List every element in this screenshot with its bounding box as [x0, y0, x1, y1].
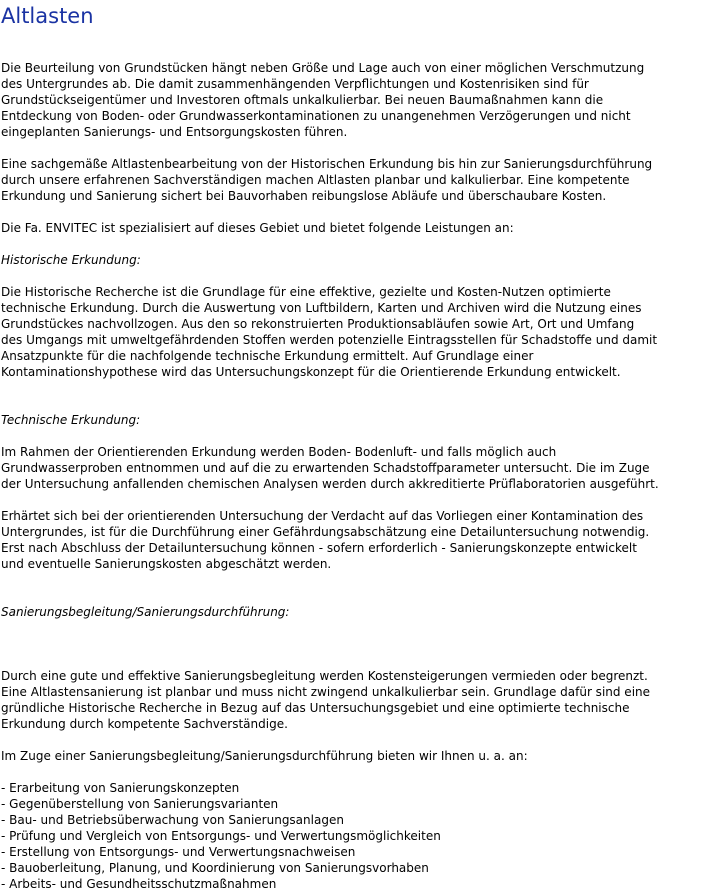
text-line: durch unsere erfahrenen Sachverständigen machen Altlasten planbar und kalkulierbar. Eine kompetente — [1, 173, 630, 187]
historische-paragraph — [1, 284, 716, 380]
text-line: Die Beurteilung von Grundstücken hängt neben Größe und Lage auch von einer möglichen Verschmutzung — [1, 61, 645, 75]
text-line: Erkundung und Sanierung sichert bei Bauvorhaben reibungslose Abläufe und überschaubare Kosten. — [1, 189, 607, 203]
text-line: Kontaminationshypothese wird das Untersuchungskonzept für die Orientierende Erkundung entwickelt. — [1, 365, 621, 379]
text-line: des Untergrundes ab. Die damit zusammenhängenden Verpflichtungen und Kostenrisiken sind für — [1, 77, 589, 91]
spacer — [1, 380, 716, 412]
sanierung-paragraph-2: Im Zuge einer Sanierungsbegleitung/Sanierungsdurchführung bieten wir Ihnen u. a. an: — [1, 749, 528, 763]
text-line: Entdeckung von Boden- oder Grundwasserkontaminationen zu unangenehmen Verzögerungen und nicht — [1, 109, 631, 123]
spacer — [1, 572, 716, 604]
list-item: - Bauoberleitung, Planung, und Koordinierung von Sanierungsvorhaben — [1, 861, 429, 875]
section-heading-technische: Technische Erkundung: — [1, 413, 141, 427]
text-line: Eine Altlastensanierung ist planbar und muss nicht zwingend unkalkulierbar sein. Grundlage dafür sind eine — [1, 685, 651, 699]
text-line: technische Erkundung. Durch die Auswertung von Luftbildern, Karten und Archiven wird die Nutzung eines — [1, 301, 642, 315]
list-item: - Erstellung von Entsorgungs- und Verwertungsnachweisen — [1, 845, 356, 859]
text-line: Untergrundes, ist für die Durchführung einer Gefährdungsabschätzung eine Detailuntersuchung notwendig. — [1, 525, 650, 539]
intro-paragraph-2 — [1, 156, 716, 204]
spacer — [1, 428, 716, 444]
spacer — [1, 764, 716, 780]
text-line: Im Rahmen der Orientierenden Erkundung werden Boden- Bodenluft- und falls möglich auch — [1, 445, 557, 459]
sanierung-paragraph-1 — [1, 668, 716, 732]
text-line: des Umgangs mit umweltgefährdenden Stoffen werden potenzielle Eintragsstellen für Schadstoffe und damit — [1, 333, 658, 347]
list-item: - Gegenüberstellung von Sanierungsvarianten — [1, 797, 279, 811]
text-line: eingeplanten Sanierungs- und Entsorgungskosten führen. — [1, 125, 348, 139]
spacer — [1, 652, 716, 668]
text-line: der Untersuchung anfallenden chemischen Analysen werden durch akkreditierte Prüflaboratorien ausgeführt. — [1, 477, 659, 491]
text-line: Erst nach Abschluss der Detailuntersuchung können - sofern erforderlich - Sanierungskonzepte entwickelt — [1, 541, 637, 555]
spacer — [1, 140, 716, 156]
list-item: - Erarbeitung von Sanierungskonzepten — [1, 781, 240, 795]
list-item: - Bau- und Betriebsüberwachung von Sanierungsanlagen — [1, 813, 344, 827]
technische-paragraph-2 — [1, 508, 716, 572]
text-line: Eine sachgemäße Altlastenbearbeitung von der Historischen Erkundung bis hin zur Sanierungsdurchführung — [1, 157, 653, 171]
intro-paragraph-3: Die Fa. ENVITEC ist spezialisiert auf dieses Gebiet und bietet folgende Leistungen an: — [1, 221, 514, 235]
section-heading-sanierung: Sanierungsbegleitung/Sanierungsdurchführung: — [1, 605, 290, 619]
text-line: Erhärtet sich bei der orientierenden Untersuchung der Verdacht auf das Vorliegen einer Kontamination des — [1, 509, 644, 523]
leistungen-list — [1, 780, 716, 892]
text-line: Erkundung durch kompetente Sachverständige. — [1, 717, 288, 731]
spacer — [1, 268, 716, 284]
text-line: gründliche Historische Recherche in Bezug auf das Untersuchungsgebiet und eine optimierte technische — [1, 701, 630, 715]
text-line: und eventuelle Sanierungskosten abgeschätzt werden. — [1, 557, 332, 571]
text-line: Durch eine gute und effektive Sanierungsbegleitung werden Kostensteigerungen vermieden oder begrenzt. — [1, 669, 648, 683]
spacer — [1, 492, 716, 508]
text-line: Grundwasserproben entnommen und auf die zu erwartenden Schadstoffparameter untersucht. Die im Zuge — [1, 461, 650, 475]
technische-paragraph-1 — [1, 444, 716, 492]
text-line: Grundstückseigentümer und Investoren oftmals unkalkulierbar. Bei neuen Baumaßnahmen kann die — [1, 93, 604, 107]
spacer — [1, 204, 716, 220]
list-item: - Prüfung und Vergleich von Entsorgungs- und Verwertungsmöglichkeiten — [1, 829, 441, 843]
spacer — [1, 732, 716, 748]
spacer — [1, 28, 716, 60]
section-heading-historische: Historische Erkundung: — [1, 253, 141, 267]
list-item: - Arbeits- und Gesundheitsschutzmaßnahmen — [1, 877, 277, 891]
intro-paragraph-1 — [1, 60, 716, 140]
text-line: Ansatzpunkte für die nachfolgende technische Erkundung ermittelt. Auf Grundlage einer — [1, 349, 534, 363]
text-line: Grundstückes nachvollzogen. Aus den so rekonstruierten Produktionsabläufen sowie Art, Ort und Umfang — [1, 317, 635, 331]
text-line: Die Historische Recherche ist die Grundlage für eine effektive, gezielte und Kosten-Nutzen optimierte — [1, 285, 611, 299]
spacer — [1, 620, 716, 652]
spacer — [1, 236, 716, 252]
page-title: Altlasten — [1, 4, 94, 28]
